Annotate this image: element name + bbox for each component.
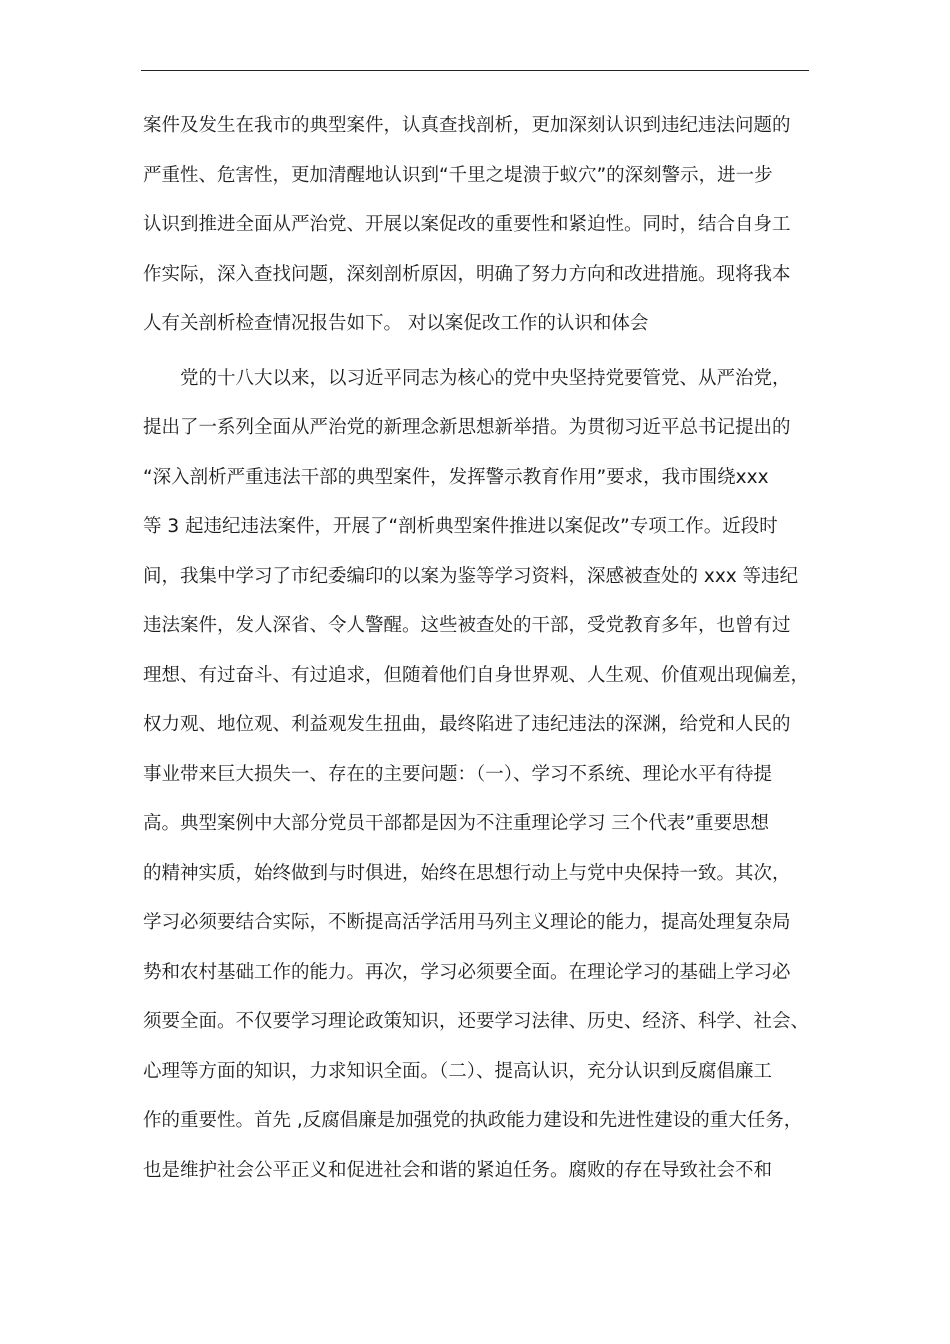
- text-line: 作的重要性。首先 ,反腐倡廉是加强党的执政能力建设和先进性建设的重大任务，: [143, 1110, 803, 1131]
- text-line: 也是维护社会公平正义和促进社会和谐的紧迫任务。腐败的存在导致社会不和: [143, 1159, 773, 1181]
- header-rule: [141, 70, 809, 71]
- paragraph-1: [143, 101, 823, 349]
- text-line: 事业带来巨大损失一、存在的主要问题：（一）、学习不系统、理论水平有待提: [143, 763, 773, 785]
- paragraph-2: [143, 354, 823, 1196]
- text-line: 严重性、危害性，更加清醒地认识到“千里之堤溃于蚁穴”的深刻警示，进一步: [143, 164, 773, 186]
- text-line: 高。典型案例中大部分党员干部都是因为不注重理论学习 三个代表”重要思想: [143, 813, 769, 834]
- text-line: 势和农村基础工作的能力。再次，学习必须要全面。在理论学习的基础上学习必: [143, 961, 791, 983]
- text-line: 作实际，深入查找问题，深刻剖析原因，明确了努力方向和改进措施。现将我本: [143, 263, 791, 285]
- document-body: [143, 101, 823, 1195]
- text-line: 认识到推进全面从严治党、开展以案促改的重要性和紧迫性。同时，结合自身工: [143, 214, 791, 235]
- text-line: 人有关剖析检查情况报告如下。 对以案促改工作的认识和体会: [143, 313, 649, 334]
- text-line: 理想、有过奋斗、有过追求，但随着他们自身世界观、人生观、价值观出现偏差，: [143, 664, 810, 686]
- text-line: 案件及发生在我市的典型案件，认真查找剖析，更加深刻认识到违纪违法问题的: [143, 115, 791, 136]
- text-line: 的精神实质，始终做到与时俱进，始终在思想行动上与党中央保持一致。其次，: [143, 862, 791, 884]
- text-line: 权力观、地位观、利益观发生扭曲，最终陷进了违纪违法的深渊，给党和人民的: [143, 714, 791, 735]
- text-line: 间，我集中学习了市纪委编印的以案为鉴等学习资料，深感被查处的 xxx 等违纪: [143, 565, 799, 587]
- text-line: 违法案件，发人深省、令人警醒。这些被查处的干部，受党教育多年，也曾有过: [143, 615, 791, 636]
- text-line: “深入剖析严重违法干部的典型案件，发挥警示教育作用”要求，我市围绕xxx: [143, 466, 769, 488]
- text-line: 提出了一系列全面从严治党的新理念新思想新举措。为贯彻习近平总书记提出的: [143, 417, 791, 438]
- text-line: 党的十八大以来，以习近平同志为核心的党中央坚持党要管党、从严治党，: [180, 367, 791, 389]
- text-line: 须要全面。不仅要学习理论政策知识，还要学习法律、历史、经济、科学、社会、: [143, 1011, 810, 1032]
- text-line: 等 3 起违纪违法案件，开展了“剖析典型案件推进以案促改”专项工作。近段时: [143, 516, 778, 537]
- text-line: 学习必须要结合实际，不断提高活学活用马列主义理论的能力，提高处理复杂局: [143, 912, 791, 933]
- text-line: 心理等方面的知识，力求知识全面。（二）、提高认识，充分认识到反腐倡廉工: [143, 1060, 773, 1082]
